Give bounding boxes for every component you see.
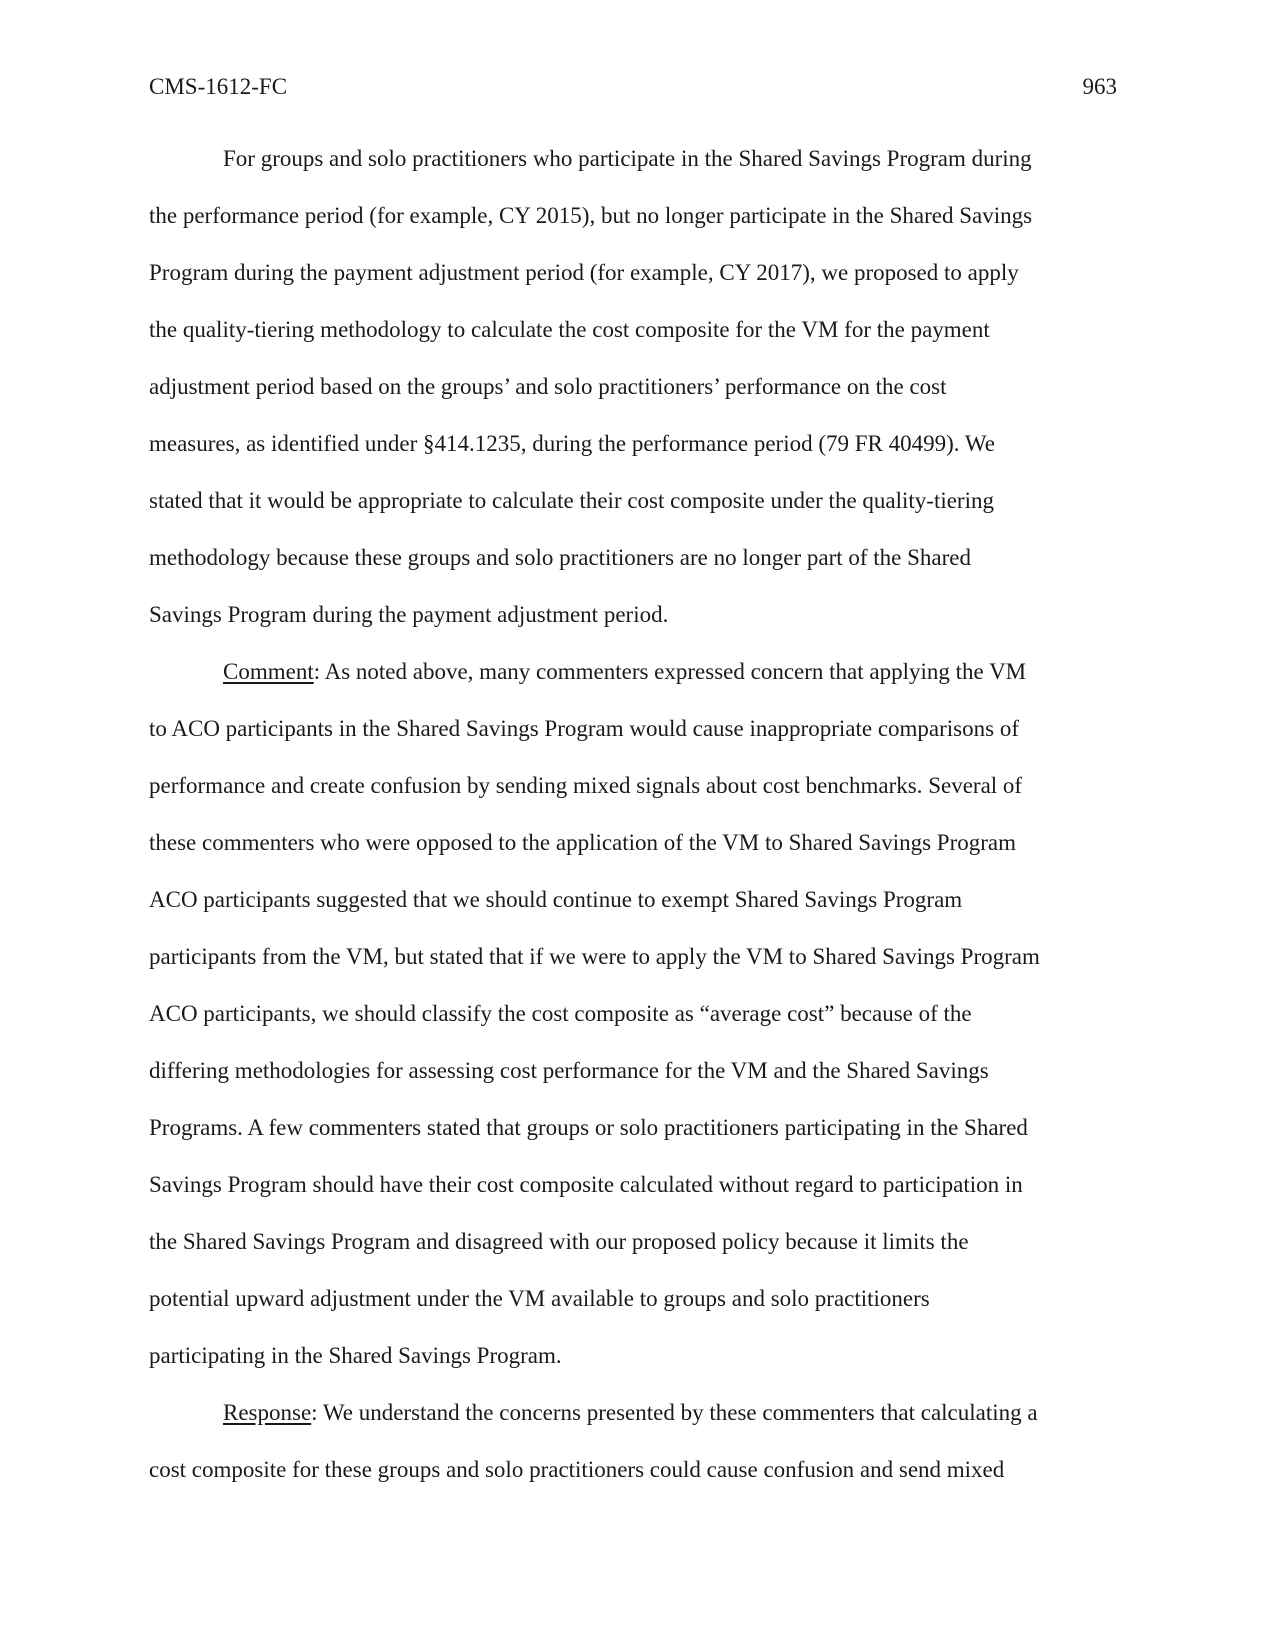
text-line: measures, as identified under §414.1235, during the performance period (79 FR 40499). We xyxy=(149,431,995,456)
text-line: the Shared Savings Program and disagreed with our proposed policy because it limits the xyxy=(149,1229,969,1254)
text-line: participating in the Shared Savings Program. xyxy=(149,1343,562,1368)
text-span: : We understand the concerns presented by these commenters that calculating a xyxy=(311,1400,1038,1425)
text-line xyxy=(149,657,1129,714)
text-line: ACO participants, we should classify the cost composite as “average cost” because of the xyxy=(149,1001,972,1026)
text-span: : As noted above, many commenters expressed concern that applying the VM xyxy=(313,659,1027,684)
text-line: Program during the payment adjustment period (for example, CY 2017), we proposed to apply xyxy=(149,260,1019,285)
text-line: performance and create confusion by sending mixed signals about cost benchmarks. Several of xyxy=(149,773,1023,798)
page-number: 963 xyxy=(1082,74,1117,99)
text-line: these commenters who were opposed to the application of the VM to Shared Savings Program xyxy=(149,830,1017,855)
text-line: participants from the VM, but stated that if we were to apply the VM to Shared Savings Program xyxy=(149,944,1040,969)
text-line: cost composite for these groups and solo practitioners could cause confusion and send mixed xyxy=(149,1457,1005,1482)
text-line: Programs. A few commenters stated that groups or solo practitioners participating in the Shared xyxy=(149,1115,1028,1140)
text-line: For groups and solo practitioners who participate in the Shared Savings Program during xyxy=(223,146,1032,171)
text-line: potential upward adjustment under the VM available to groups and solo practitioners xyxy=(149,1286,930,1311)
response-label: Response xyxy=(223,1400,312,1425)
document-id: CMS-1612-FC xyxy=(149,74,288,99)
paragraph-response xyxy=(149,1398,1129,1512)
text-line xyxy=(149,1398,1129,1455)
text-line: differing methodologies for assessing cost performance for the VM and the Shared Savings xyxy=(149,1058,989,1083)
paragraph-comment xyxy=(149,657,1129,1398)
text-line: adjustment period based on the groups’ and solo practitioners’ performance on the cost xyxy=(149,374,947,399)
text-line: the quality-tiering methodology to calculate the cost composite for the VM for the payment xyxy=(149,317,990,342)
paragraph-intro xyxy=(149,144,1129,657)
text-line: Savings Program during the payment adjustment period. xyxy=(149,602,669,627)
text-line: Savings Program should have their cost composite calculated without regard to participation in xyxy=(149,1172,1023,1197)
text-line: the performance period (for example, CY 2015), but no longer participate in the Shared Savings xyxy=(149,203,1033,228)
text-line: ACO participants suggested that we should continue to exempt Shared Savings Program xyxy=(149,887,963,912)
comment-label: Comment xyxy=(223,659,314,684)
text-line: to ACO participants in the Shared Savings Program would cause inappropriate comparisons of xyxy=(149,716,1019,741)
text-line: stated that it would be appropriate to calculate their cost composite under the quality-tiering xyxy=(149,488,994,513)
document-body xyxy=(149,144,1129,1512)
text-line: methodology because these groups and solo practitioners are no longer part of the Shared xyxy=(149,545,972,570)
